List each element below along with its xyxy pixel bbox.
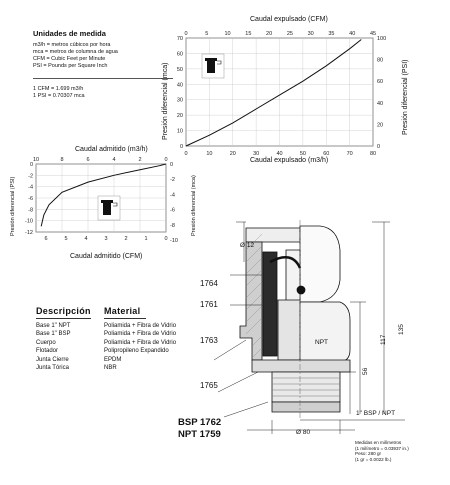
units-line: PSI = Pounds per Square Inch	[33, 63, 108, 69]
chart1-x-axis-title: Caudal expulsado (m3/h)	[250, 157, 329, 164]
chart1-top-tick: 25	[286, 31, 293, 37]
chart1-y-tick: 70	[176, 36, 183, 42]
chart1-y-tick: 10	[176, 128, 183, 135]
dim-h117: 117	[380, 334, 387, 345]
material-description: Junta Tórica	[36, 365, 69, 371]
chart2-y-tick: -2	[28, 173, 33, 180]
chart1-right-tick: 20	[377, 122, 384, 129]
chart1-x-tick: 80	[369, 151, 377, 157]
units-line: mca = metros de columna de agua	[33, 49, 118, 55]
material-description: Junta Cierre	[36, 356, 69, 363]
chart2-bottom-tick: 4	[84, 236, 88, 242]
chart2-y-tick: -4	[28, 184, 33, 191]
material-description: Flotador	[36, 348, 59, 355]
part-label: 1761	[200, 300, 218, 309]
chart2-right-tick: -10	[170, 238, 178, 244]
chart2-y-axis-title: Presión diferencial (PSI)	[10, 176, 16, 236]
chart2-top-tick: 4	[112, 157, 116, 163]
chart1-x-tick: 60	[323, 151, 330, 157]
chart1-top-tick: 45	[369, 31, 377, 37]
chart1-right-tick: 80	[377, 57, 384, 64]
part-label: 1764	[200, 279, 218, 288]
conversion-line: 1 PSI = 0.70307 mca	[33, 93, 85, 99]
chart1-x-tick: 20	[229, 151, 236, 157]
chart1-y-tick: 60	[176, 51, 183, 58]
chart1-top-tick: 30	[307, 31, 314, 37]
chart2-x-axis-title: Caudal admitido (CFM)	[70, 253, 143, 260]
material-value: Poliamida + Fibra de Vidrio	[104, 339, 177, 346]
chart2-bottom-tick: 2	[124, 236, 128, 242]
chart2-right-tick: -6	[170, 207, 175, 214]
chart1-top-tick: 0	[184, 31, 188, 37]
chart2-y-tick: 0	[29, 162, 33, 168]
dim-d80: Ø 80	[296, 429, 311, 436]
chart2-right-tick: -2	[170, 177, 175, 184]
chart1-right-tick: 40	[377, 100, 384, 107]
chart1-y-tick: 40	[176, 82, 183, 89]
npt-part-label: NPT 1759	[178, 429, 221, 440]
chart1-x-tick: 30	[253, 151, 260, 157]
chart1-x-tick: 40	[276, 151, 283, 157]
material-description: Cuerpo	[36, 339, 56, 346]
units-line: CFM = Cubic Feet per Minute	[33, 56, 106, 62]
note-line: (1 milímetro = 0.03937 in.)	[355, 445, 409, 451]
conversion-line: 1 CFM = 1.699 m3/h	[33, 86, 84, 92]
chart2-top-axis-title: Caudal admitido (m3/h)	[75, 146, 148, 153]
chart1-right-tick: 60	[377, 79, 384, 86]
chart2-y-tick: -8	[28, 207, 33, 214]
chart1-y-tick: 20	[176, 113, 183, 120]
chart1-top-tick: 40	[349, 31, 356, 37]
materials-col2-header: Material	[104, 306, 141, 316]
material-value: Poliamida + Fibra de Vidrio	[104, 323, 177, 329]
chart2-bottom-tick: 6	[44, 236, 48, 242]
dim-thread: 1" BSP / NPT	[356, 410, 396, 417]
units-line: m3/h = metros cúbicos por hora	[33, 42, 111, 48]
chart2-top-tick: 6	[86, 157, 90, 163]
chart2-top-tick: 10	[32, 157, 40, 163]
chart2-right-tick: -4	[170, 192, 175, 199]
chart1-top-tick: 5	[205, 31, 209, 37]
chart2-right-tick: -8	[170, 222, 175, 229]
chart2-top-tick: 0	[164, 157, 168, 163]
chart2-y-tick: -6	[28, 196, 33, 202]
chart2-y-tick: -10	[25, 218, 33, 225]
material-description: Base 1" NPT	[36, 323, 71, 329]
note-line: (1 gr = 0.0022 lb.)	[355, 456, 392, 462]
chart2-right-tick: 0	[170, 162, 174, 168]
dim-d12: Ø 12	[240, 242, 255, 249]
chart1-y-tick: 50	[176, 66, 183, 73]
note-line: Peso: 280 gr	[355, 451, 382, 456]
chart2-bottom-tick: 5	[64, 236, 68, 242]
chart1-top-tick: 15	[245, 31, 252, 37]
chart2-top-tick: 8	[60, 157, 64, 163]
part-label: 1765	[200, 381, 218, 390]
chart1-right-tick: 100	[377, 36, 387, 42]
material-value: NBR	[104, 365, 117, 371]
dim-npt-label: NPT	[315, 339, 328, 346]
chart1-top-tick: 10	[224, 31, 231, 37]
chart1-y-tick: 0	[179, 144, 183, 150]
material-value: Polipropileno Expandido	[104, 348, 169, 355]
drawing-notes	[355, 440, 409, 462]
units-title: Unidades de medida	[33, 29, 106, 38]
chart2-top-tick: 2	[138, 157, 142, 163]
chart1-y-tick: 30	[176, 97, 183, 104]
part-label: 1763	[200, 336, 218, 345]
bsp-part-label: BSP 1762	[178, 417, 222, 428]
chart1-x-tick: 50	[299, 151, 306, 157]
chart1-top-tick: 35	[328, 31, 335, 37]
chart1-y2-axis-title: Presión diferencial (PSI)	[402, 59, 409, 135]
chart2-bottom-tick: 1	[144, 236, 148, 242]
chart1-right-tick: 0	[377, 144, 381, 150]
chart1-y-axis-title: Presión diferencial (mca)	[162, 62, 169, 140]
chart2-bottom-tick: 0	[164, 236, 168, 242]
material-value: Poliamida + Fibra de Vidrio	[104, 331, 177, 338]
note-line: Medidas en milímetros	[355, 440, 402, 445]
chart1-x-tick: 0	[184, 151, 188, 157]
dim-h135: 135	[398, 324, 405, 335]
materials-col1-header: Descripción	[36, 306, 91, 316]
chart1-top-axis-title: Caudal expulsado (CFM)	[250, 16, 328, 23]
material-description: Base 1" BSP	[36, 331, 71, 338]
chart1-x-tick: 10	[206, 151, 213, 157]
chart2-y2-axis-title: Presión diferencial (mca)	[191, 175, 197, 236]
material-value: EPDM	[104, 356, 122, 363]
chart2-bottom-tick: 3	[104, 236, 108, 242]
chart1-x-tick: 70	[346, 151, 353, 157]
chart1-top-tick: 20	[266, 31, 273, 37]
dim-h56: 56	[362, 367, 369, 375]
chart2-y-tick: -12	[25, 230, 33, 236]
